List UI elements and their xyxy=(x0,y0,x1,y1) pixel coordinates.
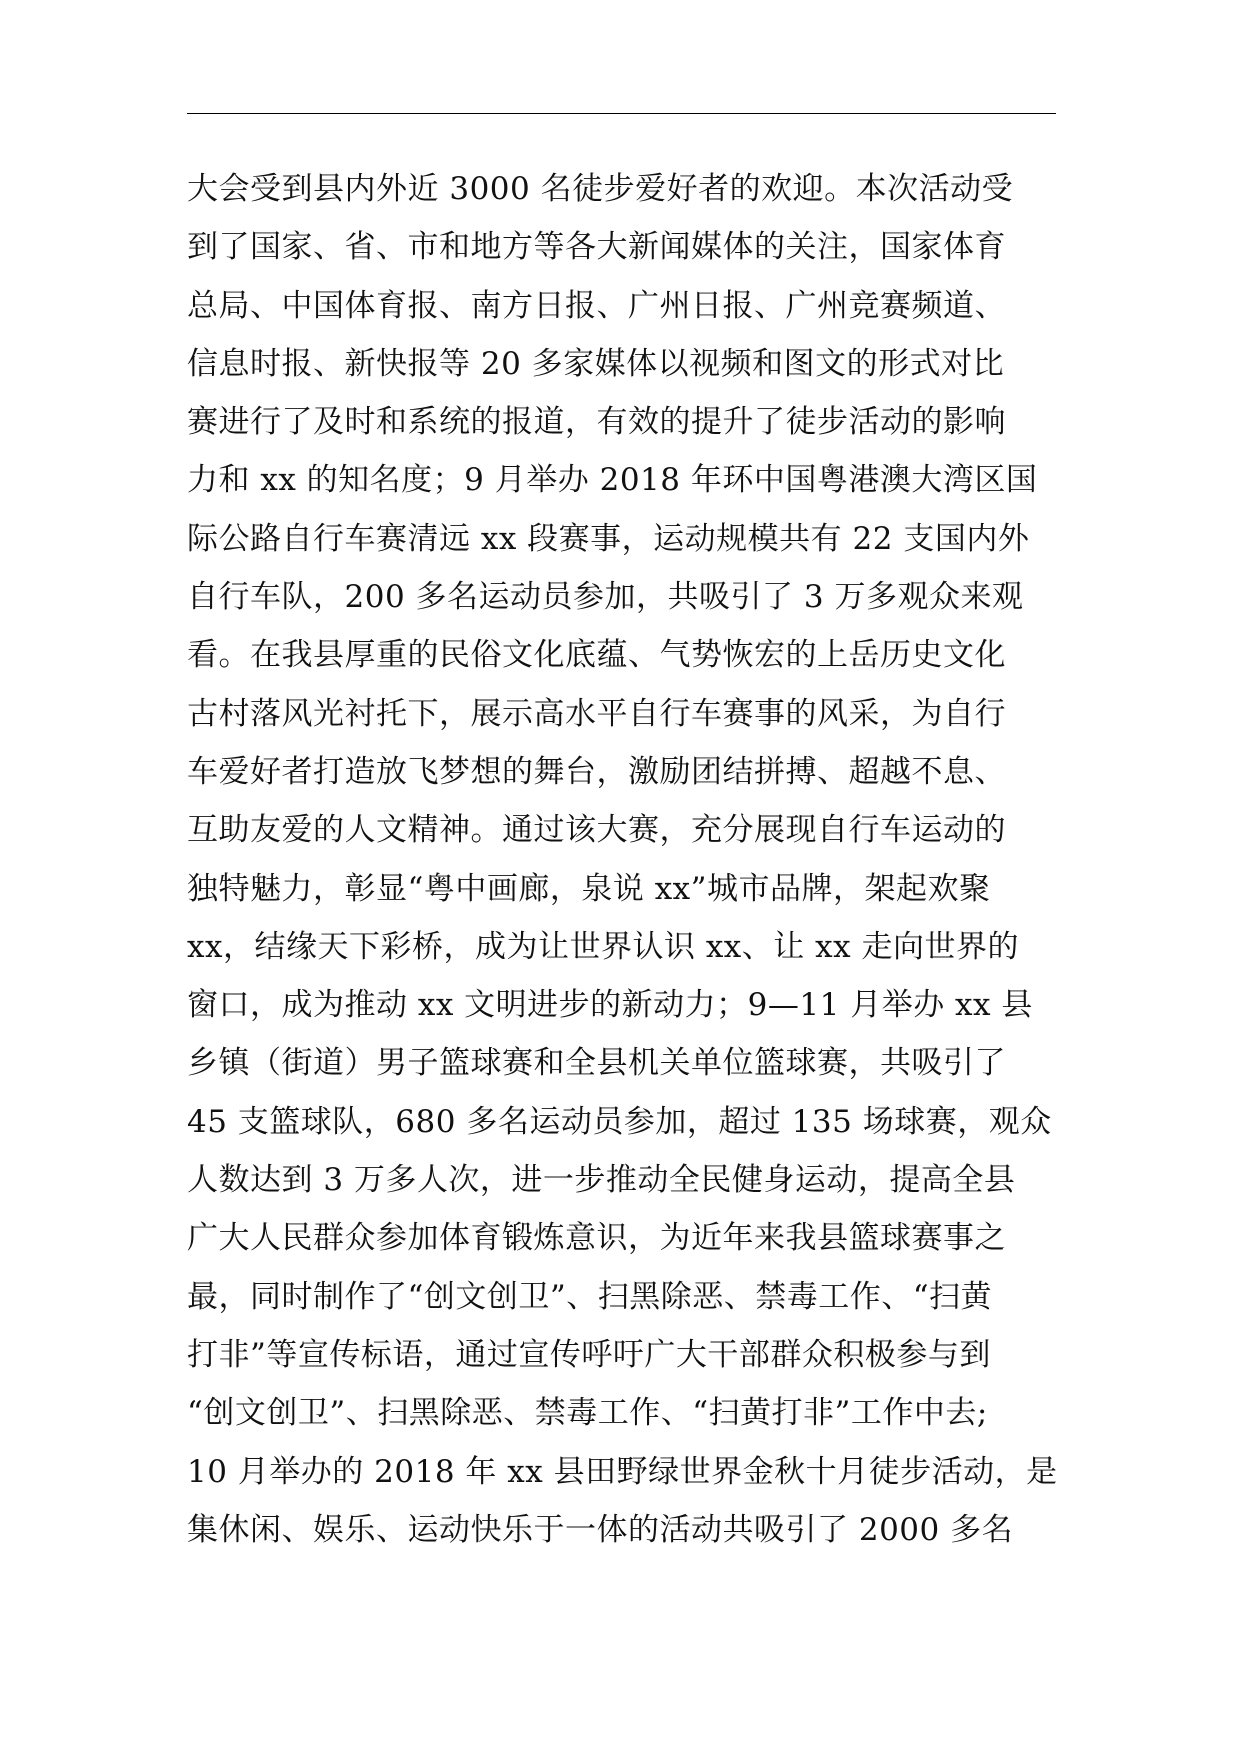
text-line: 际公路自行车赛清远 xx 段赛事，运动规模共有 22 支国内外 xyxy=(187,520,1030,557)
text-line: 力和 xx 的知名度；9 月举办 2018 年环中国粤港澳大湾区国 xyxy=(187,462,1038,499)
text-line: 车爱好者打造放飞梦想的舞台，激励团结拼搏、超越不息、 xyxy=(187,753,1006,790)
text-line: 乡镇（街道）男子篮球赛和全县机关单位篮球赛，共吸引了 xyxy=(187,1045,1006,1082)
text-line: 信息时报、新快报等 20 多家媒体以视频和图文的形式对比 xyxy=(187,345,1005,382)
text-line: 总局、中国体育报、南方日报、广州日报、广州竞赛频道、 xyxy=(187,287,1006,324)
text-line: 集休闲、娱乐、运动快乐于一体的活动共吸引了 2000 多名 xyxy=(187,1511,1014,1548)
header-rule xyxy=(187,113,1056,114)
text-line: 大会受到县内外近 3000 名徒步爱好者的欢迎。本次活动受 xyxy=(187,171,1014,207)
text-line: 10 月举办的 2018 年 xx 县田野绿世界金秋十月徒步活动，是 xyxy=(187,1453,1058,1490)
text-line: 45 支篮球队，680 多名运动员参加，超过 135 场球赛，观众 xyxy=(187,1103,1052,1140)
text-line: 古村落风光衬托下，展示高水平自行车赛事的风采，为自行 xyxy=(187,695,1006,732)
text-line: 看。在我县厚重的民俗文化底蕴、气势恢宏的上岳历史文化 xyxy=(187,637,1006,674)
text-line: “创文创卫”、扫黑除恶、禁毒工作、“扫黄打非”工作中去; xyxy=(187,1395,988,1432)
text-line: 人数达到 3 万多人次，进一步推动全民健身运动，提高全县 xyxy=(187,1162,1016,1199)
text-line: 到了国家、省、市和地方等各大新闻媒体的关注，国家体育 xyxy=(187,229,1006,266)
text-line: 广大人民群众参加体育锻炼意识，为近年来我县篮球赛事之 xyxy=(187,1220,1006,1257)
text-line: 打非”等宣传标语，通过宣传呼吁广大干部群众积极参与到 xyxy=(187,1336,991,1373)
body-paragraph xyxy=(187,160,1067,1559)
text-line: 赛进行了及时和系统的报道，有效的提升了徒步活动的影响 xyxy=(187,404,1006,441)
text-line: 自行车队，200 多名运动员参加，共吸引了 3 万多观众来观 xyxy=(187,579,1024,616)
text-line: 最，同时制作了“创文创卫”、扫黑除恶、禁毒工作、“扫黄 xyxy=(187,1278,993,1315)
text-line: xx，结缘天下彩桥，成为让世界认识 xx、让 xx 走向世界的 xyxy=(187,928,1019,965)
text-line: 互助友爱的人文精神。通过该大赛，充分展现自行车运动的 xyxy=(187,812,1006,849)
text-line: 独特魅力，彰显“粤中画廊，泉说 xx”城市品牌，架起欢聚 xyxy=(187,870,991,907)
text-line: 窗口，成为推动 xx 文明进步的新动力；9—11 月举办 xx 县 xyxy=(187,987,1033,1024)
